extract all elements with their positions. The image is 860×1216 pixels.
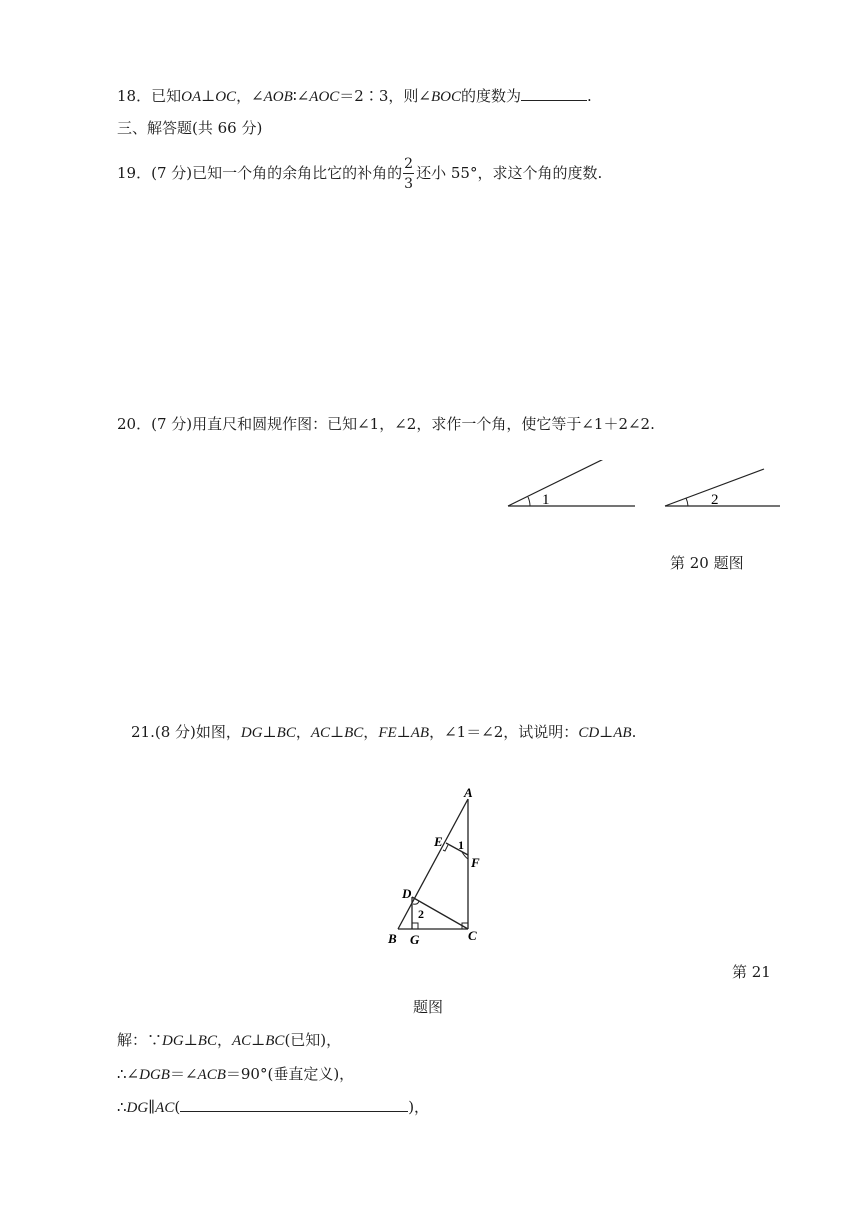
question-18: 18．已知OA⊥OC，∠AOB∶∠AOC＝2∶3，则∠BOC的度数为 . (117, 87, 592, 105)
label-e: E (434, 834, 443, 849)
right-angle-g (412, 923, 418, 929)
answer-blank[interactable] (521, 86, 587, 101)
solution-line-1: 解：∵DG⊥BC，AC⊥BC(已知)， (117, 1031, 342, 1049)
question-20: 20．(7 分)用直尺和圆规作图：已知∠1，∠2，求作一个角，使它等于∠1＋2∠2. (117, 415, 655, 433)
fraction: $\frac{2}{3}$ (404, 156, 414, 192)
segment-ef (446, 843, 468, 855)
right-angle-e (443, 845, 448, 851)
section-heading: 三、解答题(共 66 分) (117, 119, 263, 137)
figure-caption-20: 第 20 题图 (670, 554, 744, 572)
q20-angle-figures (500, 460, 790, 520)
angle-1-figure (508, 460, 635, 508)
label-b: B (388, 931, 397, 946)
q21-triangle-figure (380, 785, 490, 950)
label-angle-1: 1 (458, 838, 464, 852)
figure-caption-21-part1: 第 21 (732, 963, 771, 981)
label-angle-2: 2 (418, 907, 424, 921)
reason-blank[interactable] (180, 1097, 408, 1112)
angle-2-label: 2 (711, 492, 719, 508)
question-21: 21.(8 分)如图，DG⊥BC，AC⊥BC，FE⊥AB，∠1＝∠2，试说明：CD⊥AB. (131, 723, 637, 741)
solution-line-3: ∴DG∥AC( )， (117, 1098, 430, 1116)
angle-2-figure (665, 469, 780, 508)
label-c: C (468, 928, 477, 943)
angle-1-label: 1 (542, 492, 550, 508)
question-number: 18． (117, 87, 152, 105)
solution-line-2: ∴∠DGB＝∠ACB＝90°(垂直定义)， (117, 1065, 355, 1083)
figure-caption-21-part2: 题图 (413, 998, 444, 1016)
label-d: D (402, 886, 412, 901)
question-19: 19．(7 分)已知一个角的余角比它的补角的 $\frac{2}{3}$ 还小 55°，求这个角的度数. (117, 156, 603, 192)
label-g: G (410, 932, 420, 947)
label-f: F (471, 855, 480, 870)
label-a: A (464, 785, 473, 800)
